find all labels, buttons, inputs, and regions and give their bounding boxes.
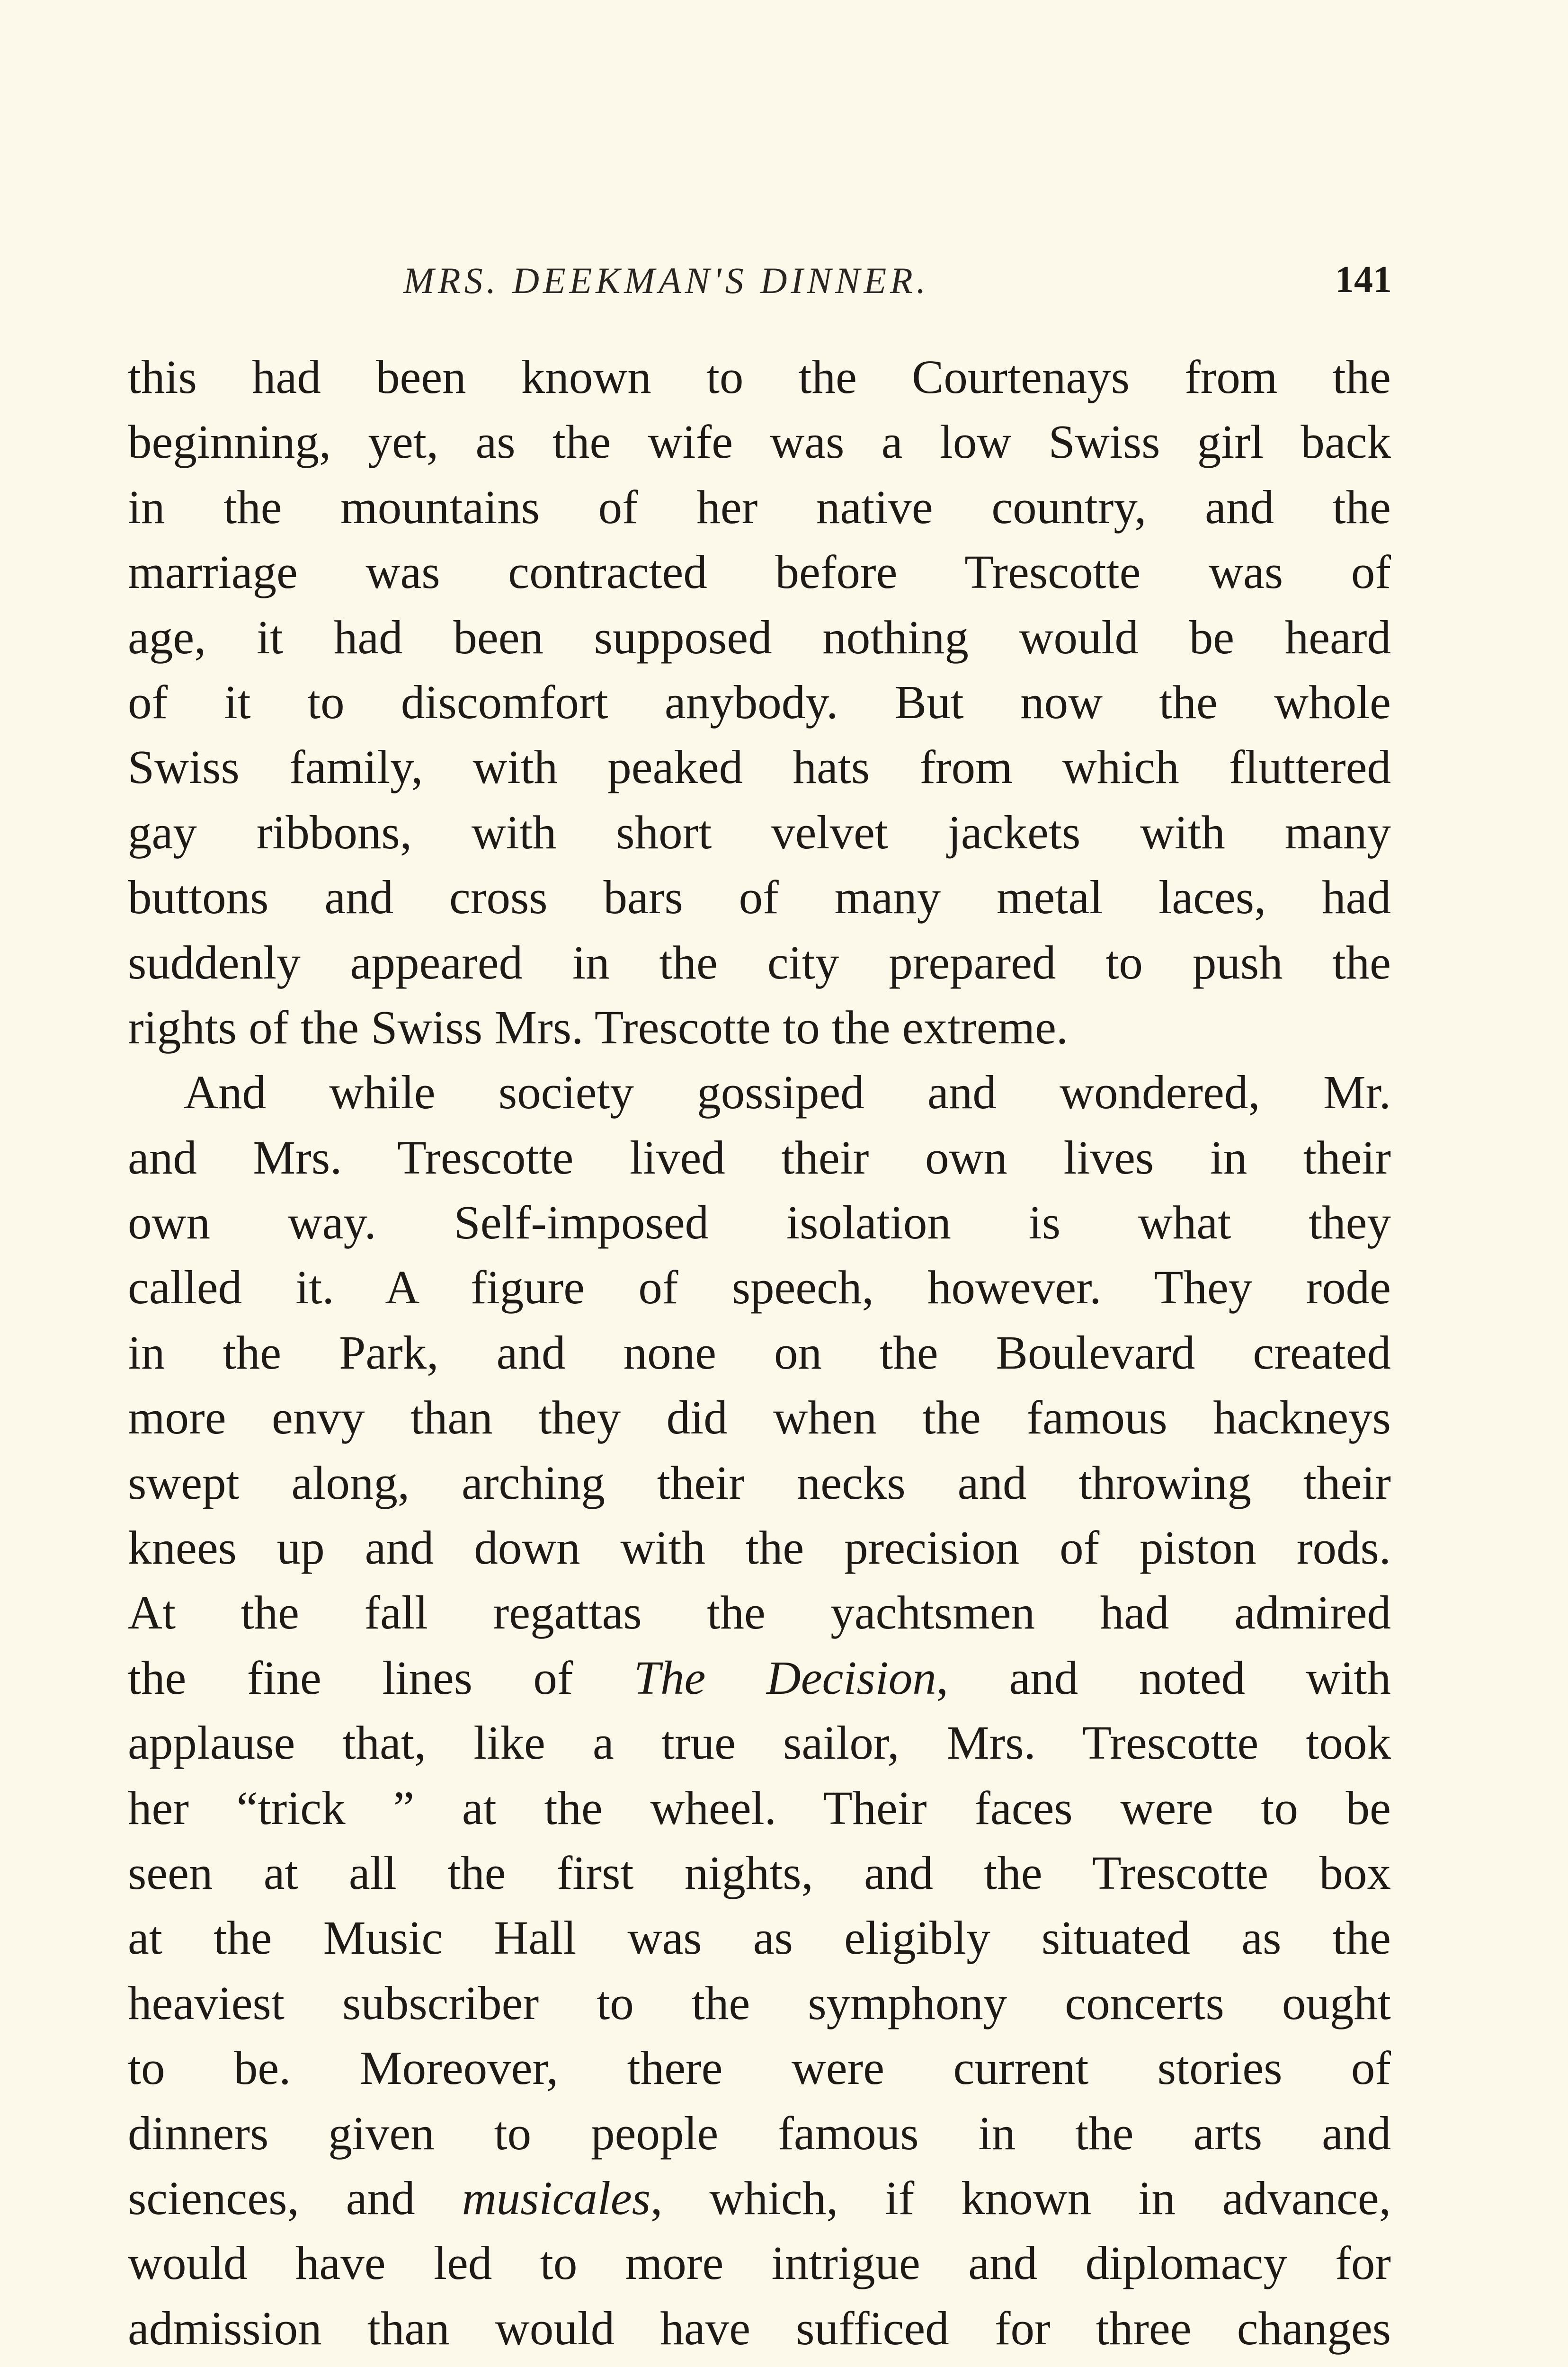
- paragraph-start-line: And while society gossiped and wondered, Mr.: [184, 1066, 1391, 1119]
- text-line: knees up and down with the precision of piston rods.: [128, 1521, 1391, 1575]
- text-segment: sciences, and: [128, 2171, 415, 2225]
- text-line: to be. Moreover, there were current stories of: [128, 2041, 1391, 2095]
- text-line: at the Music Hall was as eligibly situated as the: [128, 1911, 1391, 1965]
- text-line: in the Park, and none on the Boulevard created: [128, 1326, 1391, 1379]
- text-line: marriage was contracted before Trescotte was of: [128, 545, 1391, 599]
- text-line: suddenly appeared in the city prepared to push the: [128, 935, 1391, 989]
- text-line: applause that, like a true sailor, Mrs. Trescotte took: [128, 1716, 1391, 1770]
- text-line-with-italic: [128, 2166, 1391, 2231]
- text-line: admission than would have sufficed for three changes: [128, 2301, 1391, 2355]
- text-line: At the fall regattas the yachtsmen had admired: [128, 1586, 1391, 1639]
- text-line: would have led to more intrigue and diplomacy for: [128, 2236, 1391, 2290]
- italic-word: musicales: [462, 2171, 651, 2225]
- text-line: buttons and cross bars of many metal laces, had: [128, 871, 1391, 924]
- text-line: this had been known to the Courtenays from the: [128, 350, 1391, 403]
- text-line: gay ribbons, with short velvet jackets with many: [128, 805, 1391, 859]
- text-line: swept along, arching their necks and throwing their: [128, 1456, 1391, 1509]
- text-line: age, it had been supposed nothing would be heard: [128, 610, 1391, 664]
- paragraph-end-line: rights of the Swiss Mrs. Trescotte to the extreme.: [128, 1000, 1069, 1054]
- text-line: and Mrs. Trescotte lived their own lives in their: [128, 1130, 1391, 1184]
- text-line: in the mountains of her native country, and the: [128, 480, 1391, 534]
- text-line: own way. Self-imposed isolation is what they: [128, 1196, 1391, 1249]
- running-title: MRS. DEEKMAN'S DINNER.: [403, 260, 930, 301]
- page-number: 141: [1335, 259, 1392, 301]
- text-line-with-italic: [128, 1646, 1391, 1710]
- text-segment: , which, if known in advance,: [650, 2171, 1391, 2225]
- text-line: seen at all the first nights, and the Trescotte box: [128, 1846, 1391, 1899]
- text-line: dinners given to people famous in the arts and: [128, 2106, 1391, 2160]
- text-line: Swiss family, with peaked hats from which fluttered: [128, 740, 1391, 794]
- italic-ship-name: The Decision: [633, 1651, 936, 1704]
- text-line: her “trick ” at the wheel. Their faces were to be: [128, 1781, 1391, 1834]
- text-segment: the fine lines of: [128, 1651, 573, 1704]
- text-line: of it to discomfort anybody. But now the whole: [128, 675, 1391, 729]
- text-segment: , and noted with: [936, 1651, 1391, 1704]
- text-line: more envy than they did when the famous hackneys: [128, 1391, 1391, 1444]
- text-line: heaviest subscriber to the symphony concerts ought: [128, 1976, 1391, 2029]
- body-text: [128, 345, 1391, 2361]
- text-line: beginning, yet, as the wife was a low Swiss girl back: [128, 415, 1391, 469]
- text-line: called it. A figure of speech, however. They rode: [128, 1261, 1391, 1314]
